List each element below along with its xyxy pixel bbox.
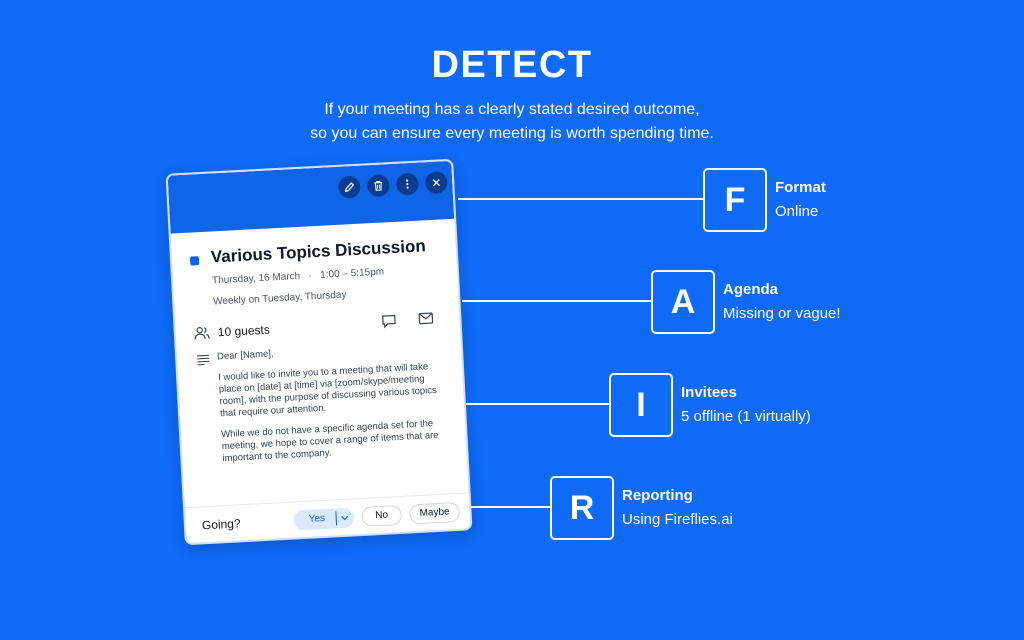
subtitle-line-1: If your meeting has a clearly stated desired outcome,: [324, 101, 700, 118]
connector-reporting: [470, 506, 552, 508]
page-subtitle: [0, 98, 1024, 146]
event-card-body: [171, 219, 467, 477]
edit-icon: [343, 181, 356, 194]
fair-agenda-value: Missing or vague!: [723, 305, 841, 322]
close-icon: [430, 176, 443, 189]
letter-box-a: A: [651, 270, 715, 334]
delete-button[interactable]: [367, 174, 390, 197]
letter-box-f: F: [703, 168, 767, 232]
letter-box-i: I: [609, 373, 673, 437]
fair-format: [775, 177, 826, 225]
rsvp-prompt: Going?: [201, 515, 241, 532]
fair-agenda-label: Agenda: [723, 281, 779, 298]
more-options-button[interactable]: [396, 173, 419, 196]
event-description: [195, 339, 453, 475]
guests-icon: [193, 326, 210, 341]
description-icon: [195, 354, 212, 367]
fair-invitees: [681, 382, 811, 430]
connector-invitees: [466, 403, 610, 405]
event-title-row: [189, 235, 442, 268]
fair-invitees-value: 5 offline (1 virtually): [681, 408, 811, 425]
rsvp-yes-label: Yes: [308, 512, 326, 525]
fair-agenda: [723, 279, 841, 327]
description-text: [217, 339, 453, 474]
fair-reporting-label: Reporting: [622, 487, 693, 504]
more-icon: [401, 178, 414, 191]
fair-format-value: Online: [775, 203, 819, 220]
mail-icon[interactable]: [418, 312, 434, 325]
connector-format: [458, 198, 704, 200]
event-datetime: [212, 263, 443, 286]
event-title: Various Topics Discussion: [210, 236, 427, 267]
letter-box-r: R: [550, 476, 614, 540]
fair-reporting-value: Using Fireflies.ai: [622, 511, 733, 528]
rsvp-yes-button[interactable]: [293, 507, 354, 530]
chevron-down-icon[interactable]: [341, 514, 349, 520]
fair-invitees-label: Invitees: [681, 384, 737, 401]
event-datetime-separator: ·: [308, 270, 313, 282]
chat-icon[interactable]: [381, 314, 397, 329]
description-paragraph-2: While we do not have a specific agenda set for the meeting, we hope to cover a range of items that are important to the company.: [220, 418, 439, 465]
event-color-swatch: [190, 256, 199, 265]
guest-actions: [381, 312, 442, 329]
event-date: Thursday, 16 March: [211, 270, 301, 287]
rsvp-yes-divider: [335, 511, 337, 525]
guests-row[interactable]: [193, 313, 445, 340]
fair-format-label: Format: [775, 179, 826, 196]
description-paragraph-1: I would like to invite you to a meeting that will take place on [date] at [time] via [zoom/skype/meeting room], with the purpose of discussing various topics that require our attention.: [217, 361, 438, 420]
trash-icon: [372, 179, 385, 192]
connector-agenda: [462, 300, 652, 302]
page-title: DETECT: [431, 44, 593, 86]
description-greeting: Dear [Name],: [216, 348, 274, 363]
rsvp-no-button[interactable]: No: [361, 504, 402, 526]
edit-button[interactable]: [338, 176, 361, 199]
event-time: 1:00 – 5:15pm: [319, 266, 385, 281]
subtitle-line-2: so you can ensure every meeting is worth spending time.: [310, 125, 714, 142]
rsvp-bar: [185, 492, 470, 543]
rsvp-maybe-button[interactable]: Maybe: [409, 501, 460, 524]
event-card: [165, 159, 472, 546]
guests-count: 10 guests: [217, 322, 271, 340]
close-button[interactable]: [425, 171, 448, 194]
event-recurrence: Weekly on Tuesday, Thursday: [212, 289, 347, 308]
fair-reporting: [622, 485, 733, 533]
